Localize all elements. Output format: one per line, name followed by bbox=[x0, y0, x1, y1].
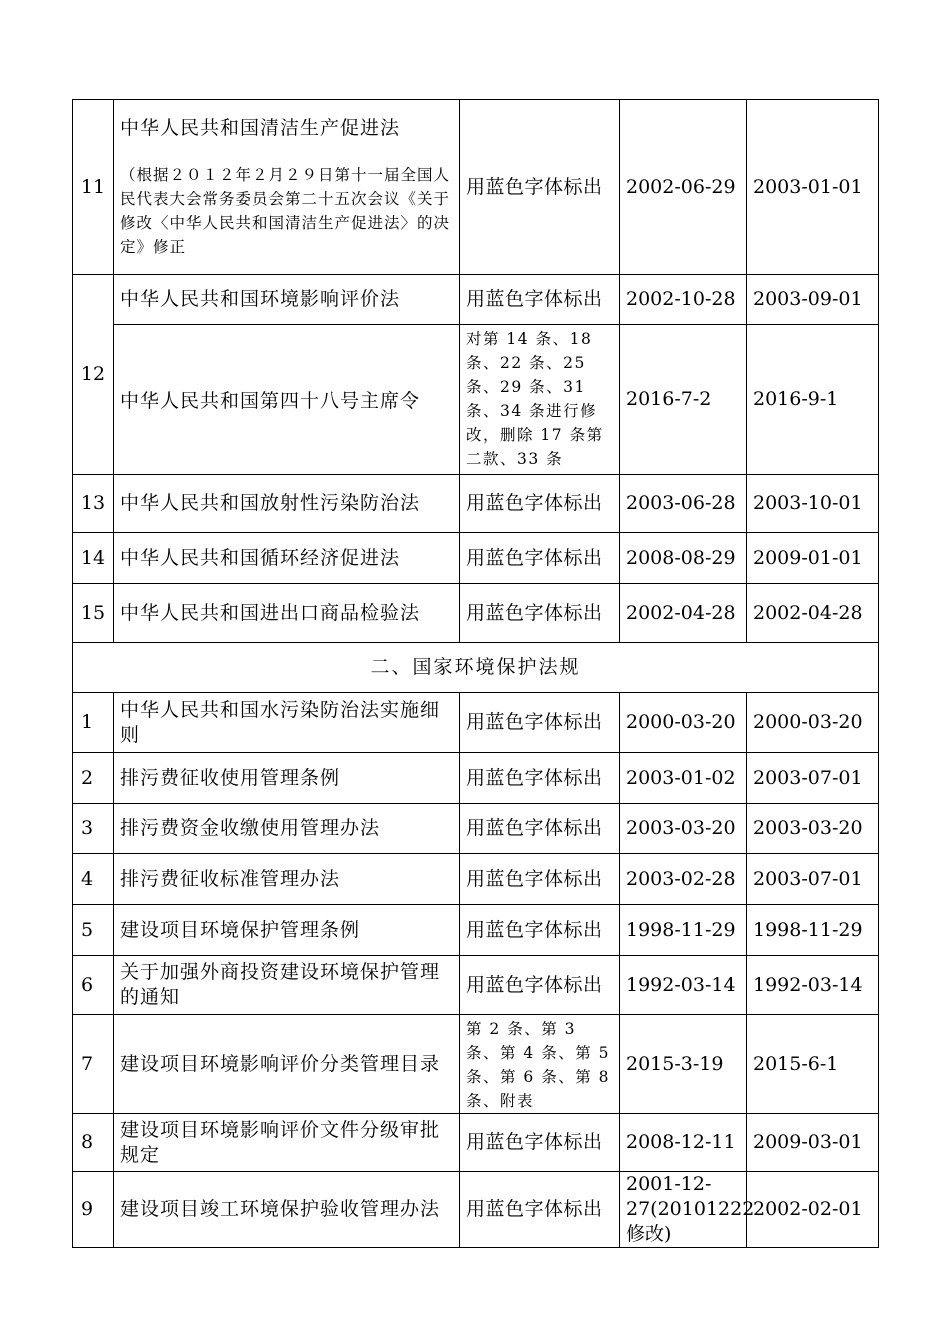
publish-date: 2002-10-28 bbox=[620, 275, 747, 325]
modification-cell: 用蓝色字体标出 bbox=[460, 475, 620, 533]
publish-date: 2002-06-29 bbox=[620, 100, 747, 275]
effective-date: 2003-03-20 bbox=[747, 804, 879, 854]
amendment-note: （根据２０１２年２月２９日第十一届全国人民代表大会常务委员会第二十五次会议《关于修改〈中华人民共和国清洁生产促进法〉的决定》修正 bbox=[120, 165, 451, 256]
publish-date: 2008-12-11 bbox=[620, 1114, 747, 1172]
modification-cell: 用蓝色字体标出 bbox=[460, 533, 620, 584]
table-row bbox=[73, 325, 879, 475]
law-name: 中华人民共和国环境影响评价法 bbox=[114, 275, 460, 325]
publish-date: 2015-3-19 bbox=[620, 1015, 747, 1114]
section-row bbox=[73, 643, 879, 693]
law-name: 排污费征收使用管理条例 bbox=[114, 753, 460, 804]
law-name: 中华人民共和国第四十八号主席令 bbox=[114, 325, 460, 475]
row-number: 4 bbox=[73, 854, 114, 905]
effective-date: 2003-07-01 bbox=[747, 753, 879, 804]
row-number: 5 bbox=[73, 905, 114, 956]
effective-date: 1998-11-29 bbox=[747, 905, 879, 956]
effective-date: 1992-03-14 bbox=[747, 956, 879, 1015]
table-row bbox=[73, 804, 879, 854]
law-name: 中华人民共和国进出口商品检验法 bbox=[114, 584, 460, 643]
law-name: 关于加强外商投资建设环境保护管理的通知 bbox=[114, 956, 460, 1015]
effective-date: 2002-02-01 bbox=[747, 1172, 879, 1248]
law-name: 建设项目环境影响评价文件分级审批规定 bbox=[114, 1114, 460, 1172]
law-name: 中华人民共和国放射性污染防治法 bbox=[114, 475, 460, 533]
law-name: 中华人民共和国循环经济促进法 bbox=[114, 533, 460, 584]
law-name: 排污费征收标准管理办法 bbox=[114, 854, 460, 905]
law-name: 建设项目环境保护管理条例 bbox=[114, 905, 460, 956]
table-row bbox=[73, 275, 879, 325]
modification-cell: 用蓝色字体标出 bbox=[460, 804, 620, 854]
row-number: 15 bbox=[73, 584, 114, 643]
publish-date: 2016-7-2 bbox=[620, 325, 747, 475]
effective-date: 2016-9-1 bbox=[747, 325, 879, 475]
effective-date: 2015-6-1 bbox=[747, 1015, 879, 1114]
publish-date: 2003-01-02 bbox=[620, 753, 747, 804]
table-row bbox=[73, 584, 879, 643]
row-number: 11 bbox=[73, 100, 114, 275]
table-row bbox=[73, 1114, 879, 1172]
publish-date: 2003-03-20 bbox=[620, 804, 747, 854]
publish-date: 2001-12-27(20101222 修改) bbox=[620, 1172, 747, 1248]
modification-cell: 用蓝色字体标出 bbox=[460, 905, 620, 956]
law-name: 建设项目环境影响评价分类管理目录 bbox=[114, 1015, 460, 1114]
modification-cell: 用蓝色字体标出 bbox=[460, 854, 620, 905]
modification-cell: 对第 14 条、18 条、22 条、25 条、29 条、31 条、34 条进行修改，删除 17 条第二款、33 条 bbox=[460, 325, 620, 475]
publish-date: 2003-02-28 bbox=[620, 854, 747, 905]
row-number: 3 bbox=[73, 804, 114, 854]
modification-cell: 用蓝色字体标出 bbox=[460, 1172, 620, 1248]
table-row bbox=[73, 753, 879, 804]
table-row bbox=[73, 693, 879, 753]
row-number: 8 bbox=[73, 1114, 114, 1172]
publish-date: 1992-03-14 bbox=[620, 956, 747, 1015]
table-row bbox=[73, 533, 879, 584]
publish-date: 2003-06-28 bbox=[620, 475, 747, 533]
row-number: 9 bbox=[73, 1172, 114, 1248]
table-row bbox=[73, 905, 879, 956]
effective-date: 2003-09-01 bbox=[747, 275, 879, 325]
publish-date: 1998-11-29 bbox=[620, 905, 747, 956]
modification-cell: 第 2 条、第 3 条、第 4 条、第 5 条、第 6 条、第 8 条、附表 bbox=[460, 1015, 620, 1114]
publish-date: 2002-04-28 bbox=[620, 584, 747, 643]
row-number: 1 bbox=[73, 693, 114, 753]
publish-date: 2000-03-20 bbox=[620, 693, 747, 753]
effective-date: 2002-04-28 bbox=[747, 584, 879, 643]
row-number: 7 bbox=[73, 1015, 114, 1114]
effective-date: 2009-01-01 bbox=[747, 533, 879, 584]
row-number: 13 bbox=[73, 475, 114, 533]
effective-date: 2003-07-01 bbox=[747, 854, 879, 905]
row-number: 12 bbox=[73, 275, 114, 475]
modification-cell: 用蓝色字体标出 bbox=[460, 100, 620, 275]
effective-date: 2009-03-01 bbox=[747, 1114, 879, 1172]
law-title: 中华人民共和国清洁生产促进法 bbox=[120, 116, 401, 139]
law-name: 排污费资金收缴使用管理办法 bbox=[114, 804, 460, 854]
table-row bbox=[73, 956, 879, 1015]
modification-cell: 用蓝色字体标出 bbox=[460, 584, 620, 643]
table-row bbox=[73, 1172, 879, 1248]
row-number: 2 bbox=[73, 753, 114, 804]
publish-date: 2008-08-29 bbox=[620, 533, 747, 584]
table-row bbox=[73, 100, 879, 275]
modification-cell: 用蓝色字体标出 bbox=[460, 753, 620, 804]
law-name bbox=[114, 100, 460, 275]
section-title: 二、国家环境保护法规 bbox=[73, 643, 879, 693]
regulations-table bbox=[72, 99, 879, 1248]
effective-date: 2003-10-01 bbox=[747, 475, 879, 533]
modification-cell: 用蓝色字体标出 bbox=[460, 956, 620, 1015]
law-name: 中华人民共和国水污染防治法实施细则 bbox=[114, 693, 460, 753]
effective-date: 2003-01-01 bbox=[747, 100, 879, 275]
table-row bbox=[73, 1015, 879, 1114]
row-number: 6 bbox=[73, 956, 114, 1015]
modification-cell: 用蓝色字体标出 bbox=[460, 1114, 620, 1172]
effective-date: 2000-03-20 bbox=[747, 693, 879, 753]
modification-cell: 用蓝色字体标出 bbox=[460, 275, 620, 325]
row-number: 14 bbox=[73, 533, 114, 584]
table-row bbox=[73, 475, 879, 533]
law-name: 建设项目竣工环境保护验收管理办法 bbox=[114, 1172, 460, 1248]
table-row bbox=[73, 854, 879, 905]
modification-cell: 用蓝色字体标出 bbox=[460, 693, 620, 753]
